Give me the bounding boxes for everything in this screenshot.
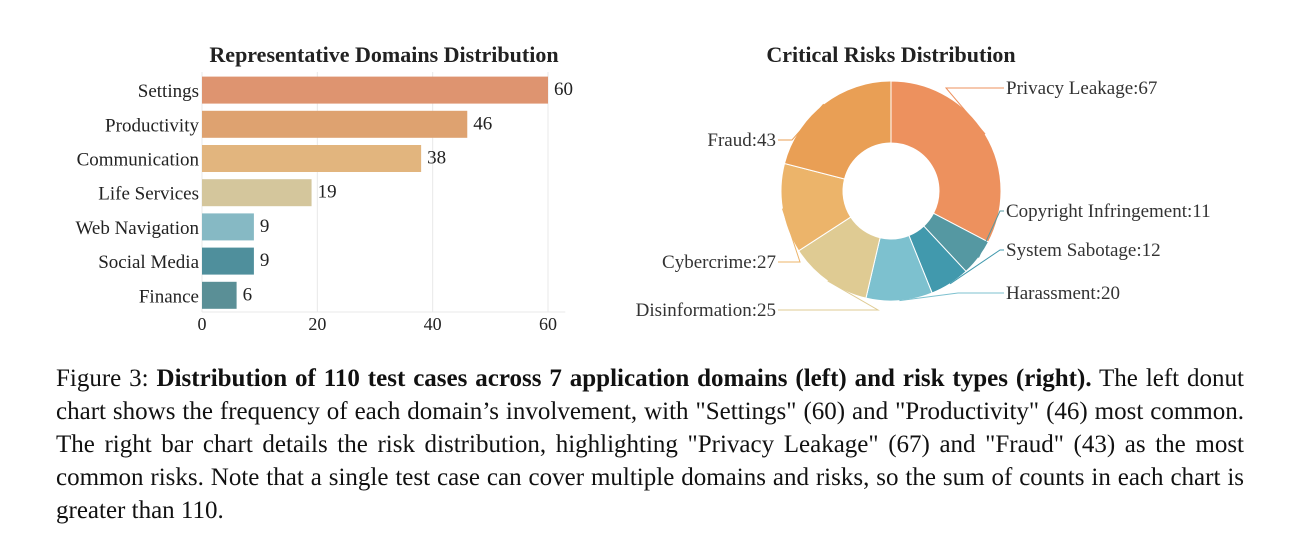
slice-label: Fraud:43 bbox=[707, 130, 776, 151]
value-label: 46 bbox=[473, 113, 493, 135]
value-label: 9 bbox=[259, 250, 270, 272]
x-tick-label: 0 bbox=[197, 314, 207, 334]
bar-chart-bars bbox=[75, 77, 573, 309]
category-label: Settings bbox=[137, 81, 199, 103]
x-tick-label: 20 bbox=[308, 314, 327, 334]
risks-donut-chart bbox=[636, 42, 1211, 321]
slice-label: Privacy Leakage:67 bbox=[1006, 78, 1158, 99]
pie-chart-title: Critical Risks Distribution bbox=[766, 42, 1016, 67]
category-label: Productivity bbox=[105, 115, 199, 137]
bar bbox=[202, 179, 312, 206]
slice-label: Copyright Infringement:11 bbox=[1006, 201, 1211, 222]
category-label: Communication bbox=[76, 149, 199, 171]
category-label: Social Media bbox=[98, 252, 199, 274]
slice-label: Harassment:20 bbox=[1006, 283, 1120, 304]
slice-label: Cybercrime:27 bbox=[662, 252, 776, 273]
value-label: 38 bbox=[427, 147, 447, 169]
bar bbox=[202, 213, 254, 240]
bar bbox=[202, 77, 548, 104]
bar bbox=[202, 145, 421, 172]
bar-chart-title: Representative Domains Distribution bbox=[209, 42, 559, 67]
value-label: 60 bbox=[554, 79, 573, 101]
slice-label: System Sabotage:12 bbox=[1006, 240, 1161, 261]
figure-caption bbox=[56, 362, 1244, 527]
bar bbox=[202, 248, 254, 275]
domains-bar-chart bbox=[75, 42, 573, 334]
value-label: 9 bbox=[259, 215, 270, 237]
donut-slice bbox=[891, 81, 1001, 242]
bar-chart-x-ticks bbox=[198, 314, 558, 334]
value-label: 6 bbox=[242, 284, 253, 306]
category-label: Finance bbox=[138, 286, 199, 308]
bar bbox=[202, 111, 467, 138]
x-tick-label: 40 bbox=[423, 314, 442, 334]
caption-prefix: Figure 3: bbox=[56, 365, 157, 392]
category-label: Life Services bbox=[98, 183, 199, 205]
caption-bold: Distribution of 110 test cases across 7 application domains (left) and risk types (right). bbox=[156, 365, 1092, 392]
bar bbox=[202, 282, 237, 309]
value-label: 19 bbox=[317, 181, 337, 203]
category-label: Web Navigation bbox=[75, 217, 199, 239]
x-tick-label: 60 bbox=[539, 314, 557, 334]
caption-body: The left donut chart shows the frequency of each domain’s involvement, with "Settings" (60) and "Productivity" (46) most common. The right bar chart details the risk distribution, highlighting "Privacy Leakage" (67) and "Fraud" (43) as the most common risks. Note that a single test case can cover multiple domains and risks, so the sum of counts in each chart is greater than 110. bbox=[56, 365, 1244, 524]
slice-label: Disinformation:25 bbox=[635, 300, 776, 321]
